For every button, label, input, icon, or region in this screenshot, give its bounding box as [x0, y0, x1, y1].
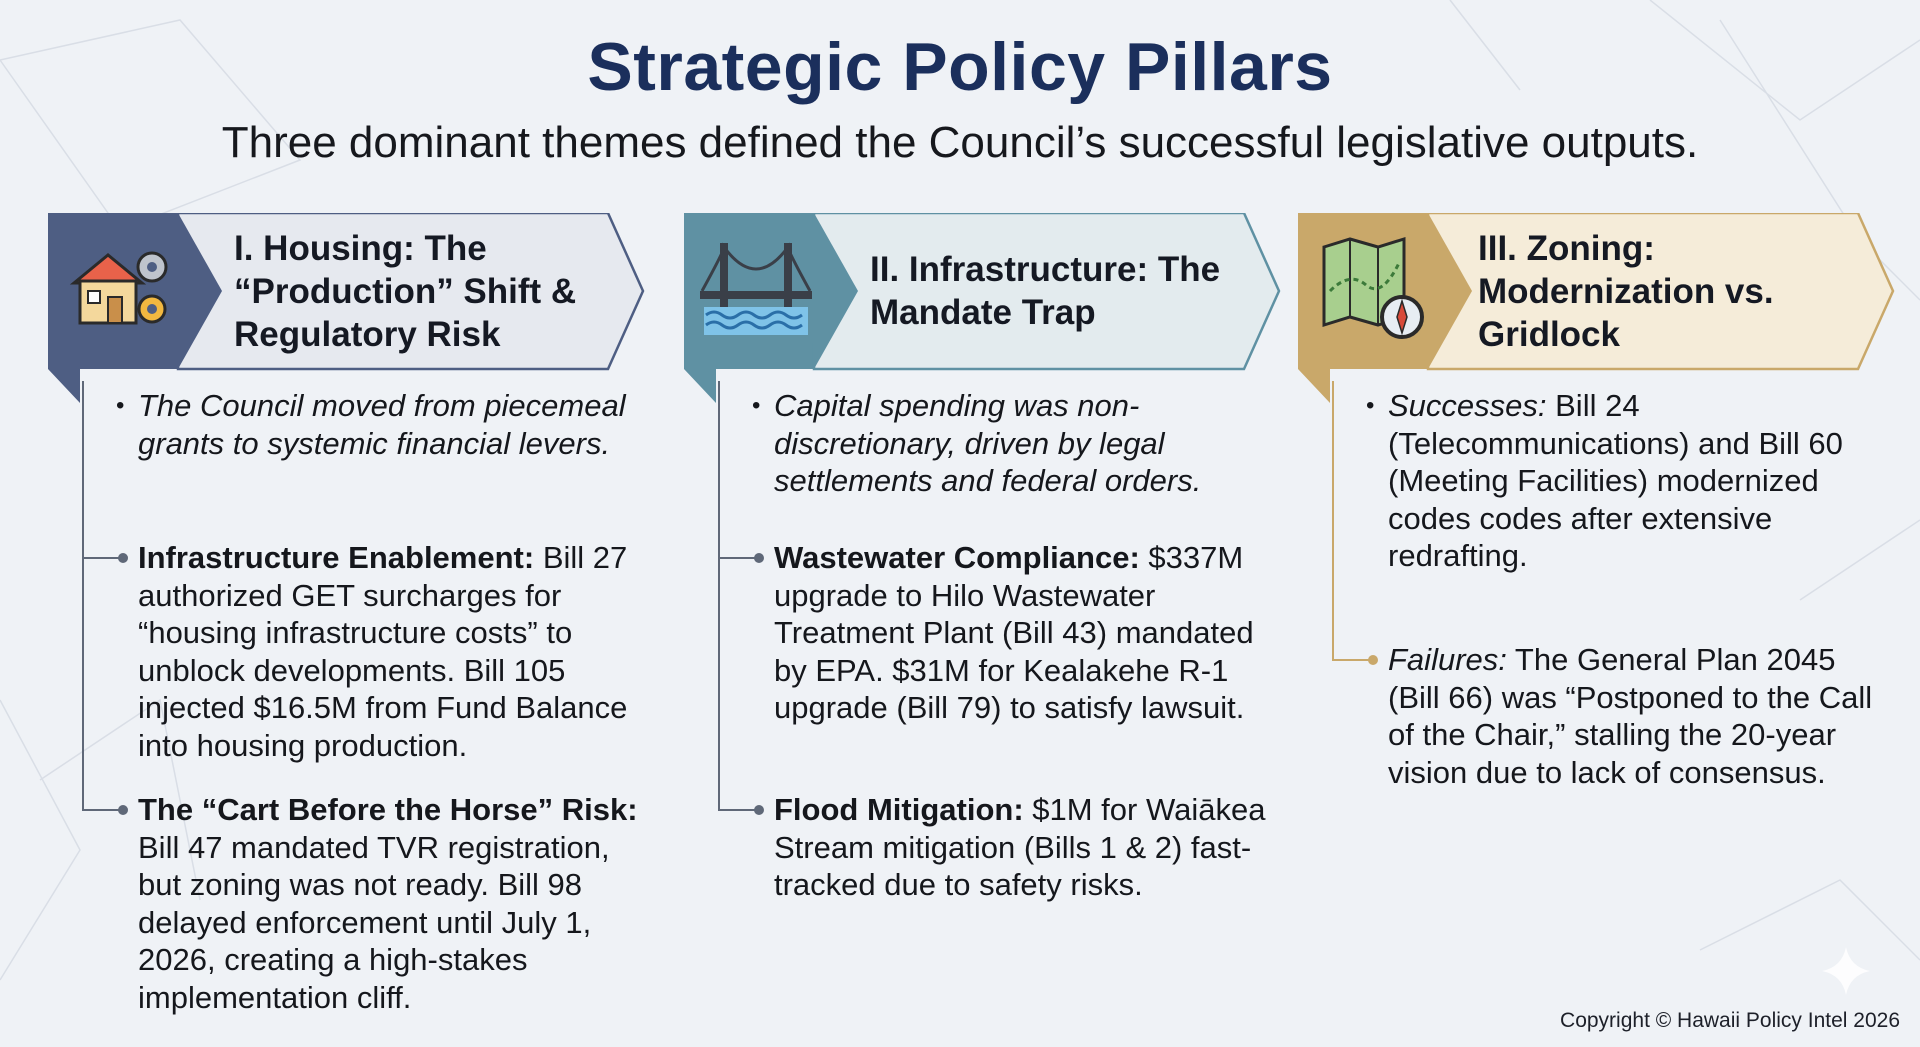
pillar-banner — [684, 213, 1284, 403]
timeline-node — [1332, 659, 1374, 661]
page-subtitle: Three dominant themes defined the Council’s successful legislative outputs. — [221, 118, 1699, 167]
intro-bullet: • The Council moved from piecemeal grants to systemic financial levers. — [116, 388, 626, 461]
timeline-node — [718, 809, 760, 811]
timeline-node — [82, 809, 124, 811]
list-item: Wastewater Compliance: $337M upgrade to Hilo Wastewater Treatment Plant (Bill 43) mandated by EPA. $31M for Kealakehe R-1 upgrade (Bill 79) to satisfy lawsuit. — [774, 540, 1254, 725]
list-item: Flood Mitigation: $1M for Waiākea Stream mitigation (Bills 1 & 2) fast-tracked due to safety risks. — [774, 792, 1266, 902]
house-gears-icon — [56, 221, 184, 349]
timeline-line — [82, 381, 84, 811]
pillar-title: III. Zoning: Modernization vs. Gridlock — [1478, 228, 1774, 354]
timeline-line — [1332, 381, 1334, 661]
pillar-infrastructure — [684, 213, 1284, 1033]
pillar-zoning — [1298, 213, 1898, 1033]
list-item: • Successes: Bill 24 (Telecommunications) and Bill 60 (Meeting Facilities) modernized codes codes after extensive redrafting. — [1366, 388, 1843, 573]
intro-bullet: • Capital spending was non-discretionary, driven by legal settlements and federal orders. — [752, 388, 1202, 498]
map-compass-icon — [1306, 221, 1434, 349]
pillar-banner — [1298, 213, 1898, 403]
list-item: Infrastructure Enablement: Bill 27 authorized GET surcharges for “housing infrastructure costs” to unblock developments. Bill 105 injected $16.5M from Fund Balance into housing production. — [138, 540, 628, 763]
copyright-text: Copyright © Hawaii Policy Intel 2026 — [1560, 1009, 1900, 1032]
pillar-title: I. Housing: The “Production” Shift & Regulatory Risk — [234, 228, 577, 354]
timeline-node — [718, 557, 760, 559]
timeline-node — [82, 557, 124, 559]
pillar-housing — [48, 213, 648, 1033]
list-item: The “Cart Before the Horse” Risk: Bill 47 mandated TVR registration, but zoning was not ready. Bill 98 delayed enforcement until July 1, 2026, creating a high-stakes implementation cliff. — [138, 792, 638, 1015]
pillar-title: II. Infrastructure: The Mandate Trap — [870, 250, 1221, 332]
list-item: Failures: The General Plan 2045 (Bill 66) was “Postponed to the Call of the Chair,” stalling the 20-year vision due to lack of consensus. — [1388, 642, 1873, 790]
bridge-icon — [692, 221, 820, 349]
sparkle-icon — [1820, 945, 1872, 997]
pillar-banner — [48, 213, 648, 403]
page-title: Strategic Policy Pillars — [587, 29, 1333, 105]
timeline-line — [718, 381, 720, 811]
